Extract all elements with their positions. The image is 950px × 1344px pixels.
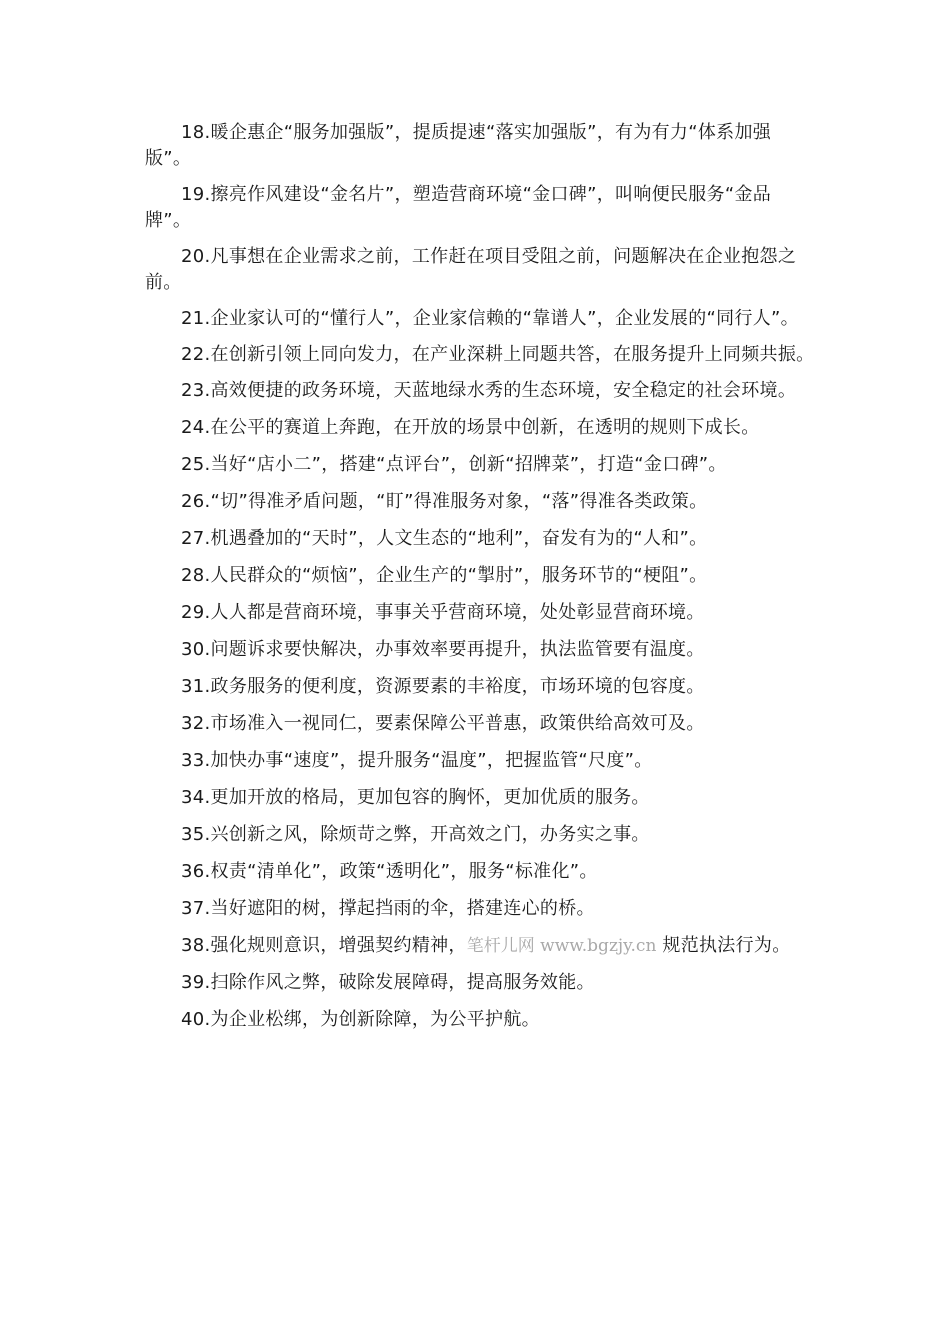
paragraph-22: 22.在创新引领上同向发力，在产业深耕上同题共答，在服务提升上同频共振。 (181, 344, 815, 365)
document-body (145, 120, 817, 1044)
paragraph-23: 23.高效便捷的政务环境，天蓝地绿水秀的生态环境，安全稳定的社会环境。 (181, 380, 797, 401)
paragraph-30: 30.问题诉求要快解决，办事效率要再提升，执法监管要有温度。 (181, 639, 705, 660)
paragraph-20: 20.凡事想在企业需求之前，工作赶在项目受阻之前，问题解决在企业抱怨之前。 (145, 246, 797, 293)
paragraph-26: 26.“切”得准矛盾问题，“盯”得准服务对象，“落”得准各类政策。 (181, 491, 708, 512)
paragraph-32: 32.市场准入一视同仁，要素保障公平普惠，政策供给高效可及。 (181, 713, 705, 734)
paragraph-34: 34.更加开放的格局，更加包容的胸怀，更加优质的服务。 (181, 787, 650, 808)
paragraph-35: 35.兴创新之风，除烦苛之弊，开高效之门，办务实之事。 (181, 824, 650, 845)
paragraph-27: 27.机遇叠加的“天时”，人文生态的“地利”，奋发有为的“人和”。 (181, 528, 708, 549)
paragraph-31: 31.政务服务的便利度，资源要素的丰裕度，市场环境的包容度。 (181, 676, 705, 697)
paragraph-24: 24.在公平的赛道上奔跑，在开放的场景中创新，在透明的规则下成长。 (181, 417, 760, 438)
paragraph-29: 29.人人都是营商环境，事事关乎营商环境，处处彰显营商环境。 (181, 602, 705, 623)
paragraph-37: 37.当好遮阳的树，撑起挡雨的伞，搭建连心的桥。 (181, 898, 595, 919)
paragraph-38-text: 38.强化规则意识，增强契约精神， (181, 935, 467, 956)
paragraph-39: 39.扫除作风之弊，破除发展障碍，提高服务效能。 (181, 972, 595, 993)
paragraph-19: 19.擦亮作风建设“金名片”，塑造营商环境“金口碑”，叫响便民服务“金品牌”。 (145, 184, 772, 231)
paragraph-40: 40.为企业松绑，为创新除障，为公平护航。 (181, 1009, 540, 1030)
paragraph-38-tail: 规范执法行为。 (656, 935, 791, 956)
paragraph-28: 28.人民群众的“烦恼”，企业生产的“掣肘”，服务环节的“梗阻”。 (181, 565, 708, 586)
paragraph-25: 25.当好“店小二”，搭建“点评台”，创新“招牌菜”，打造“金口碑”。 (181, 454, 727, 475)
paragraph-18: 18.暖企惠企“服务加强版”，提质提速“落实加强版”，有为有力“体系加强版”。 (145, 122, 772, 169)
watermark-link[interactable]: 笔杆儿网 www.bgzjy.cn (466, 936, 657, 956)
paragraph-33: 33.加快办事“速度”，提升服务“温度”，把握监管“尺度”。 (181, 750, 653, 771)
paragraph-36: 36.权责“清单化”，政策“透明化”，服务“标准化”。 (181, 861, 598, 882)
paragraph-21: 21.企业家认可的“懂行人”，企业家信赖的“靠谱人”，企业发展的“同行人”。 (181, 308, 799, 329)
paragraph-38 (145, 933, 817, 959)
